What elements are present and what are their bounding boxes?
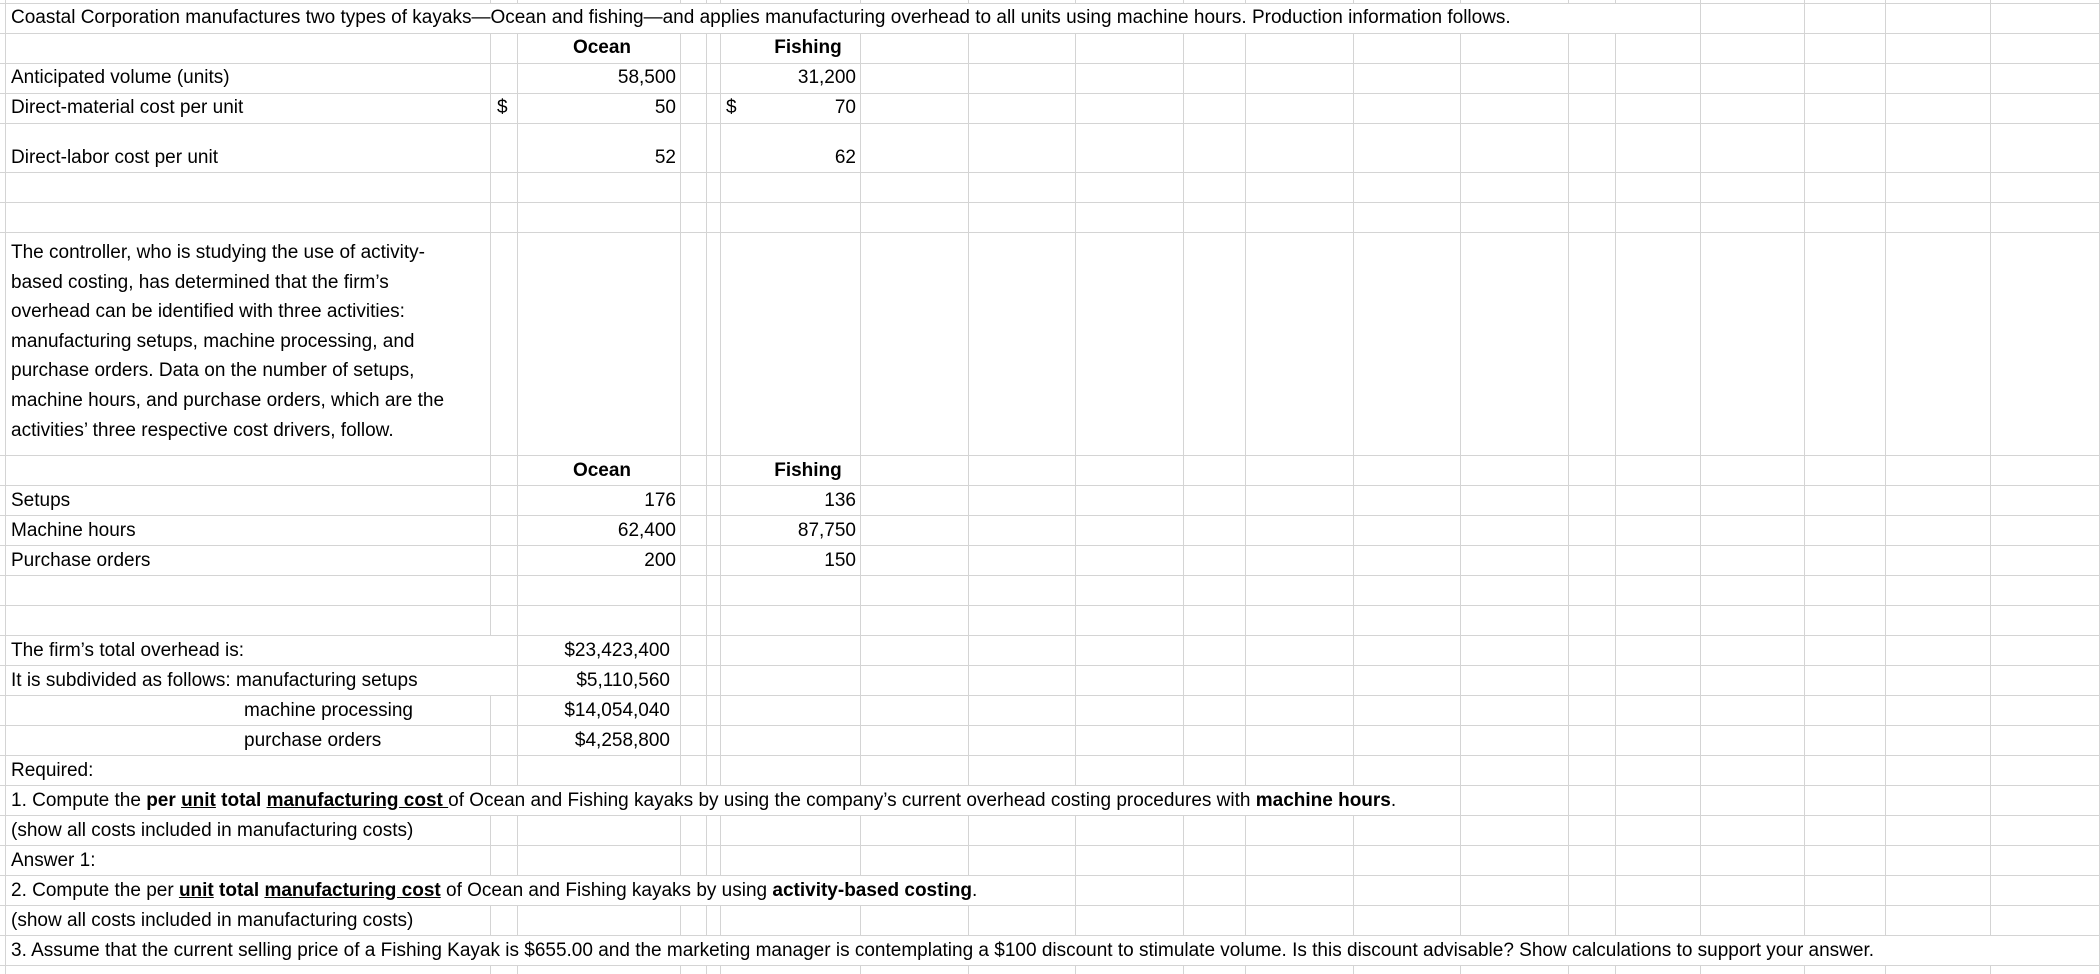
setups-label: It is subdivided as follows: manufacturing setups xyxy=(11,670,418,691)
grid-column-line xyxy=(968,0,969,974)
fishing-header: Fishing xyxy=(774,37,842,58)
fishing-value: 31,200 xyxy=(797,67,856,88)
ocean-header: Ocean xyxy=(572,460,632,481)
paragraph-line: overhead can be identified with three activities: xyxy=(11,301,405,323)
grid-column-line xyxy=(720,0,721,974)
paragraph-line: purchase orders. Data on the number of setups, xyxy=(11,360,415,382)
grid-column-line xyxy=(1990,0,1991,974)
machine-processing-value: $14,054,040 xyxy=(564,700,670,721)
ocean-value: 200 xyxy=(644,550,676,571)
controller-paragraph xyxy=(11,238,481,445)
row-label: Direct-labor cost per unit xyxy=(11,147,218,168)
grid-column-line xyxy=(706,0,707,974)
grid-column-line xyxy=(680,0,681,974)
grid-column-line xyxy=(490,0,491,974)
grid-column-line xyxy=(1245,0,1246,974)
question-3: 3. Assume that the current selling price of a Fishing Kayak is $655.00 and the marketing manager is contemplating a $100 discount to stimulate volume. Is this discount advisable? Show calculations to support your answer. xyxy=(11,940,1875,961)
row-label: Anticipated volume (units) xyxy=(11,67,230,88)
setups-value: $5,110,560 xyxy=(576,670,670,691)
grid-column-line xyxy=(860,0,861,974)
question-1-note: (show all costs included in manufacturing costs) xyxy=(11,820,414,841)
machine-processing-label: machine processing xyxy=(244,700,413,721)
fishing-value: 150 xyxy=(824,550,856,571)
grid-column-line xyxy=(1804,0,1805,974)
ocean-value: 62,400 xyxy=(617,520,676,541)
grid-column-line xyxy=(1075,0,1076,974)
purchase-orders-value: $4,258,800 xyxy=(574,730,670,751)
fishing-value: 87,750 xyxy=(797,520,856,541)
question-2: 2. Compute the per unit total manufacturing cost of Ocean and Fishing kayaks by using activity-based costing. xyxy=(11,880,978,901)
purchase-orders-label: purchase orders xyxy=(244,730,382,751)
total-overhead-value: $23,423,400 xyxy=(564,640,670,661)
grid-column-line xyxy=(1353,0,1354,974)
ocean-value: 52 xyxy=(654,147,676,168)
grid-column-line xyxy=(1568,0,1569,974)
fishing-header: Fishing xyxy=(774,460,842,481)
paragraph-line: The controller, who is studying the use of activity- xyxy=(11,242,425,263)
grid-column-line xyxy=(1183,0,1184,974)
ocean-value: 58,500 xyxy=(617,67,676,88)
total-overhead-label: The firm’s total overhead is: xyxy=(11,640,245,661)
fishing-value: 70 xyxy=(834,97,856,118)
currency-symbol: $ xyxy=(726,97,737,118)
row-label: Machine hours xyxy=(11,520,136,541)
paragraph-line: manufacturing setups, machine processing, and xyxy=(11,330,415,352)
question-2-note: (show all costs included in manufacturing costs) xyxy=(11,910,414,931)
fishing-value: 62 xyxy=(834,147,856,168)
row-label: Direct-material cost per unit xyxy=(11,97,244,118)
ocean-header: Ocean xyxy=(572,37,632,58)
answer-1-label: Answer 1: xyxy=(11,850,96,871)
grid-column-line xyxy=(1700,0,1701,974)
grid-column-line xyxy=(517,0,518,974)
required-heading: Required: xyxy=(11,760,94,781)
question-1: 1. Compute the per unit total manufacturing cost of Ocean and Fishing kayaks by using the company’s current overhead costing procedures with machine hours. xyxy=(11,790,1397,811)
intro-text: Coastal Corporation manufactures two types of kayaks—Ocean and fishing—and applies manufacturing overhead to all units using machine hours. Production information follows. xyxy=(11,7,1511,28)
ocean-value: 50 xyxy=(654,97,676,118)
row-label: Setups xyxy=(11,490,71,511)
row-label: Purchase orders xyxy=(11,550,151,571)
paragraph-line: based costing, has determined that the firm’s xyxy=(11,271,389,293)
currency-symbol: $ xyxy=(497,97,508,118)
grid-column-line xyxy=(1460,0,1461,974)
fishing-value: 136 xyxy=(824,490,856,511)
grid-column-line xyxy=(1615,0,1616,974)
paragraph-line: activities’ three respective cost drivers, follow. xyxy=(11,419,394,441)
ocean-value: 176 xyxy=(644,490,676,511)
grid-column-line xyxy=(1885,0,1886,974)
paragraph-line: machine hours, and purchase orders, which are the xyxy=(11,389,445,411)
